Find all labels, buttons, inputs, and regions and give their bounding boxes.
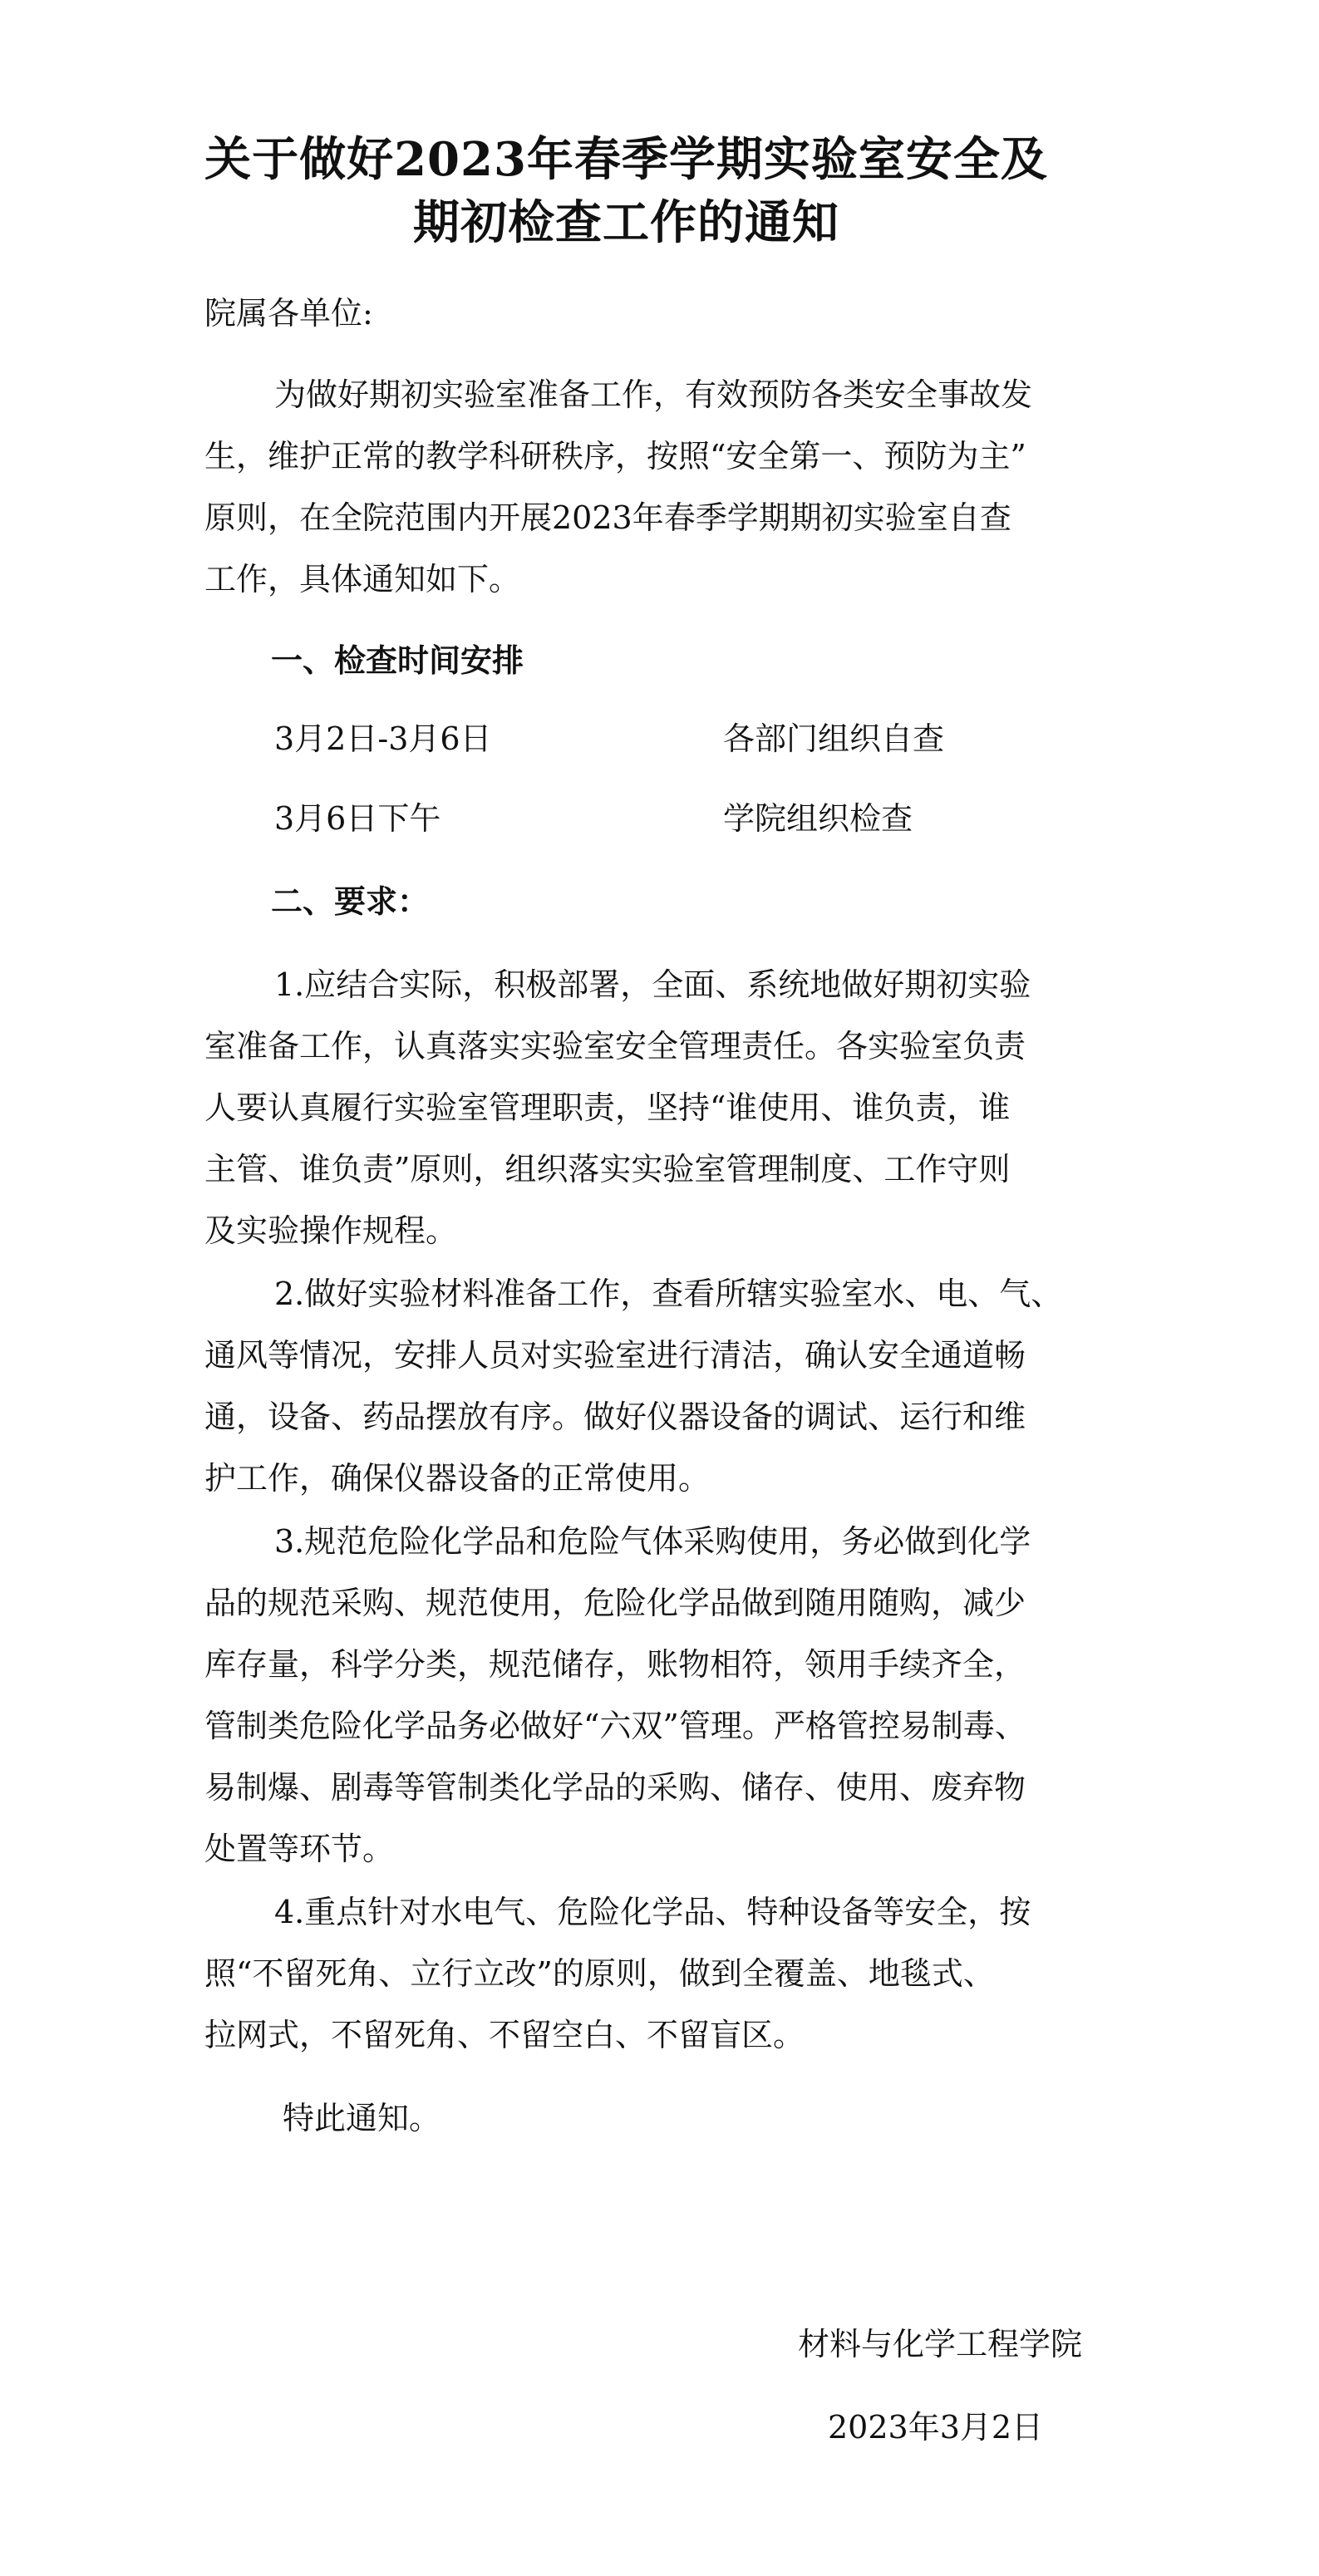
requirement-line: 2.做好实验材料准备工作，查看所辖实验室水、电、气、 [274, 1276, 1063, 1312]
requirement-line: 拉网式，不留死角、不留空白、不留盲区。 [204, 2017, 805, 2053]
requirement-line: 库存量，科学分类，规范储存，账物相符，领用手续齐全， [204, 1646, 1026, 1683]
requirement-line: 管制类危险化学品务必做好“六双”管理。严格管控易制毒、 [204, 1708, 1026, 1744]
salutation: 院属各单位: [204, 295, 373, 332]
document-title-line1: 关于做好2023年春季学期实验室安全及 [204, 132, 1048, 187]
intro-line: 为做好期初实验室准备工作，有效预防各类安全事故发 [274, 376, 1033, 413]
requirement-line: 4.重点针对水电气、危险化学品、特种设备等安全，按 [274, 1894, 1031, 1930]
document-title-line2: 期初检查工作的通知 [413, 195, 839, 250]
intro-line: 原则，在全院范围内开展2023年春季学期期初实验室自查 [204, 499, 1011, 536]
schedule-date: 3月2日-3月6日 [274, 720, 492, 757]
requirement-line: 及实验操作规程。 [204, 1212, 458, 1249]
requirement-line: 室准备工作，认真落实实验室安全管理责任。各实验室负责 [204, 1028, 1026, 1064]
requirement-line: 易制爆、剧毒等管制类化学品的采购、储存、使用、废弃物 [204, 1769, 1026, 1806]
requirement-line: 3.规范危险化学品和危险气体采购使用，务必做到化学 [274, 1523, 1031, 1560]
requirement-line: 通风等情况，安排人员对实验室进行清洁，确认安全通道畅 [204, 1337, 1026, 1374]
requirement-line: 人要认真履行实验室管理职责，坚持“谁使用、谁负责，谁 [204, 1089, 1011, 1126]
requirement-line: 护工作，确保仪器设备的正常使用。 [204, 1460, 711, 1497]
requirement-line: 通，设备、药品摆放有序。做好仪器设备的调试、运行和维 [204, 1399, 1026, 1435]
signature-date: 2023年3月2日 [828, 2409, 1044, 2446]
signature-org: 材料与化学工程学院 [798, 2326, 1083, 2362]
requirement-line: 照“不留死角、立行立改”的原则，做到全覆盖、地毯式、 [204, 1955, 995, 1992]
schedule-task: 学院组织检查 [723, 800, 913, 837]
closing-text: 特此通知。 [283, 2100, 441, 2136]
requirement-line: 品的规范采购、规范使用，危险化学品做到随用随购，减少 [204, 1585, 1026, 1621]
section2-heading: 二、要求： [271, 882, 430, 920]
requirement-line: 主管、谁负责”原则，组织落实实验室管理制度、工作守则 [204, 1151, 1011, 1187]
intro-line: 生，维护正常的教学科研秩序，按照“安全第一、预防为主” [204, 438, 1026, 474]
schedule-date: 3月6日下午 [274, 800, 441, 837]
intro-line: 工作，具体通知如下。 [204, 561, 521, 597]
section1-heading: 一、检查时间安排 [271, 642, 524, 679]
requirement-line: 1.应结合实际，积极部署，全面、系统地做好期初实验 [274, 966, 1031, 1003]
requirement-line: 处置等环节。 [204, 1831, 395, 1867]
schedule-task: 各部门组织自查 [723, 720, 945, 757]
